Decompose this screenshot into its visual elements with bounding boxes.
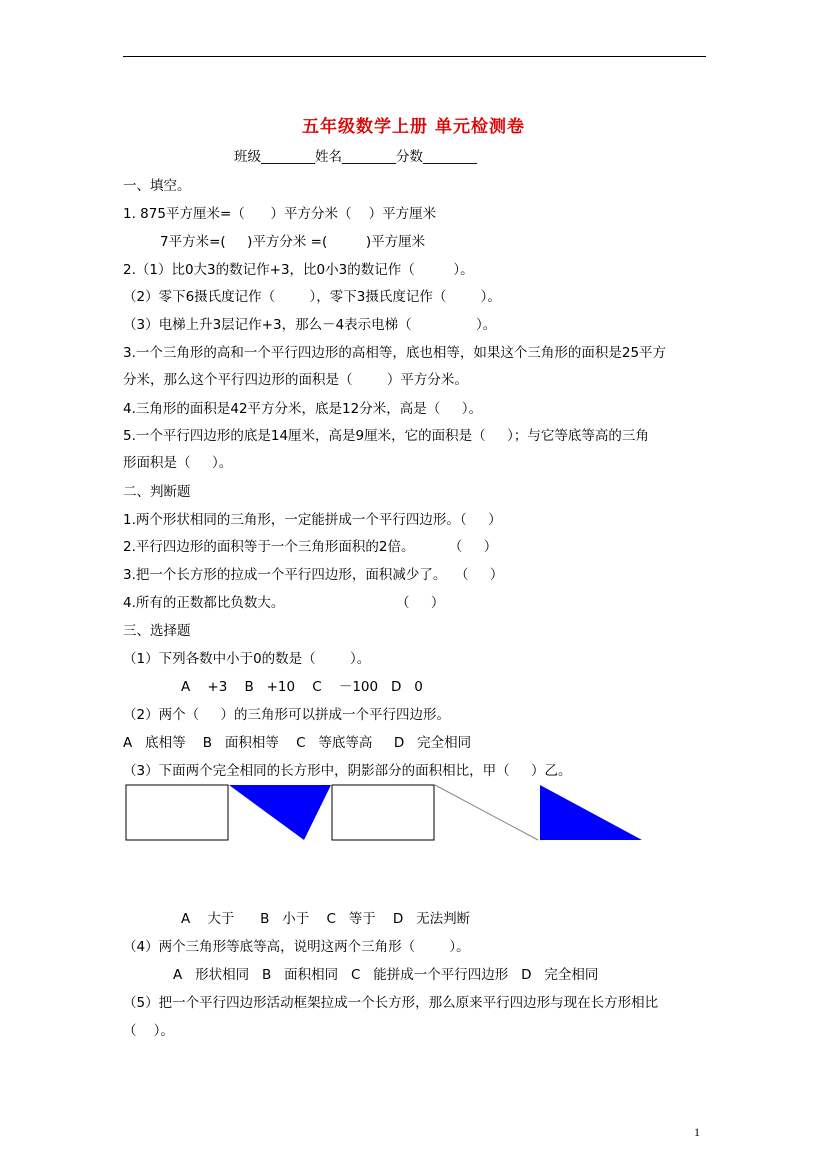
question-line: 7平方米=( )平方分米 =( )平方厘米 [160, 234, 426, 250]
answer-options: A 形状相同 B 面积相同 C 能拼成一个平行四边形 D 完全相同 [173, 967, 599, 983]
question-line: 5.一个平行四边形的底是14厘米，高是9厘米，它的面积是（ ）；与它等底等高的三角 [123, 428, 649, 444]
shaded-triangle-yi [540, 785, 642, 840]
question-line: （5）把一个平行四边形活动框架拉成一个长方形，那么原来平行四边形与现在长方形相比 [123, 995, 659, 1011]
page-title: 五年级数学上册 单元检测卷 [302, 117, 525, 137]
student-info-line: 班级________姓名________分数________ [234, 149, 477, 165]
rectangles-figure [120, 778, 650, 844]
answer-options: A 底相等 B 面积相等 C 等底等高 D 完全相同 [123, 735, 472, 751]
section-fill-heading: 一、填空。 [123, 178, 191, 194]
question-line: （ ）。 [123, 1023, 174, 1039]
question-line: （3）电梯上升3层记作+3，那么－4表示电梯（ ）。 [123, 317, 497, 333]
answer-options: A +3 B +10 C －100 D 0 [181, 679, 423, 695]
shaded-triangle-jia [229, 785, 331, 840]
rectangle-jia-outline [126, 785, 228, 840]
section-judge-heading: 二、判断题 [123, 484, 191, 500]
question-line: 2.（1）比0大3的数记作+3，比0小3的数记作（ ）。 [123, 262, 474, 278]
question-line: 3.一个三角形的高和一个平行四边形的高相等，底也相等，如果这个三角形的面积是25平方 [123, 345, 667, 361]
question-line: 1. 875平方厘米=（ ）平方分米（ ）平方厘米 [123, 206, 437, 222]
question-line: 3.把一个长方形的拉成一个平行四边形，面积减少了。 （ ） [123, 567, 504, 583]
question-line: 分米，那么这个平行四边形的面积是（ ）平方分米。 [123, 372, 468, 388]
rectangle-yi-outline [332, 785, 434, 840]
question-line: （4）两个三角形等底等高，说明这两个三角形（ ）。 [123, 939, 470, 955]
question-line: 形面积是（ ）。 [123, 455, 233, 471]
question-line: 4.所有的正数都比负数大。 （ ） [123, 595, 445, 611]
question-line: 2.平行四边形的面积等于一个三角形面积的2倍。 （ ） [123, 539, 498, 555]
question-line: 4.三角形的面积是42平方分米，底是12分米，高是（ ）。 [123, 401, 482, 417]
answer-options: A 大于 B 小于 C 等于 D 无法判断 [181, 911, 471, 927]
page-number: 1 [694, 1125, 700, 1139]
question-line: （2）两个（ ）的三角形可以拼成一个平行四边形。 [123, 707, 451, 723]
header-rule [123, 56, 706, 57]
diagonal-line [435, 785, 538, 840]
question-line: 1.两个形状相同的三角形，一定能拼成一个平行四边形。（ ） [123, 512, 502, 528]
section-choice-heading: 三、选择题 [123, 623, 191, 639]
question-line: （3）下面两个完全相同的长方形中，阴影部分的面积相比，甲（ ）乙。 [123, 763, 572, 779]
question-line: （2）零下6摄氏度记作（ ），零下3摄氏度记作（ ）。 [123, 289, 501, 305]
question-line: （1）下列各数中小于0的数是（ ）。 [123, 651, 371, 667]
